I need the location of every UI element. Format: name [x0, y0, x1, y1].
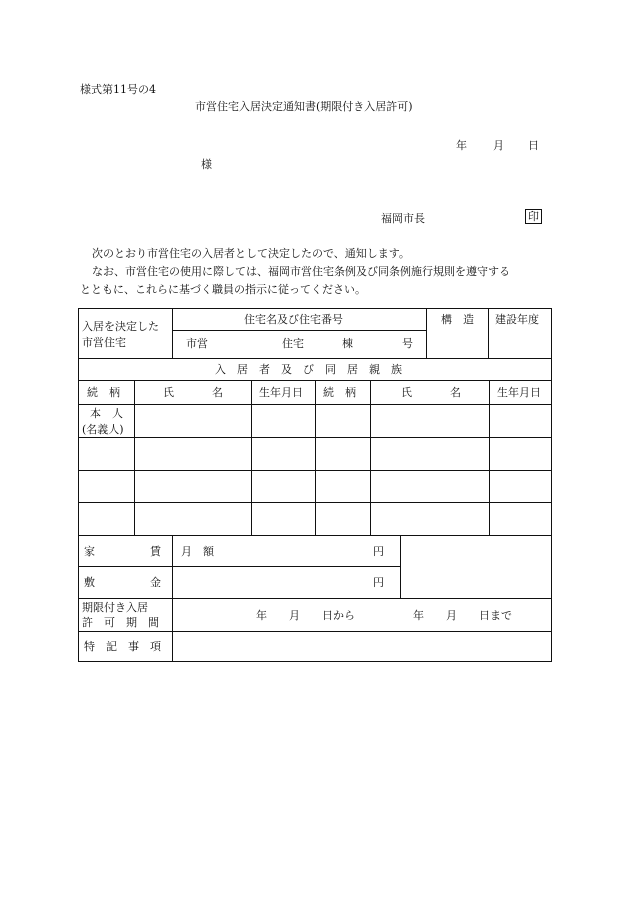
col-birth-2: 生年月日 [497, 386, 541, 399]
deposit-yen-unit: 円 [373, 576, 384, 589]
residence-label-line2: 市営住宅 [82, 336, 126, 349]
residence-label-line1: 入居を決定した [82, 320, 159, 333]
rent-monthly-label: 月 額 [181, 545, 214, 558]
year-built-header: 建設年度 [495, 313, 539, 326]
period-label-line2: 許 可 期 間 [82, 616, 159, 629]
addressee-suffix: 様 [201, 158, 212, 171]
body-line-1: 次のとおり市営住宅の入居者として決定したので、通知します。 [92, 247, 410, 260]
period-to: 年 月 日まで [413, 609, 512, 622]
col-name-shi-2: 氏 [401, 386, 412, 399]
col-name-shi-1: 氏 [163, 386, 174, 399]
form-number: 様式第11号の4 [80, 83, 156, 96]
period-label-line1: 期限付き入居 [82, 601, 148, 614]
document-title: 市営住宅入居決定通知書(期限付き入居許可) [195, 100, 413, 113]
body-line-3: とともに、これらに基づく職員の指示に従ってください。 [80, 283, 366, 296]
col-name-mei-2: 名 [450, 386, 461, 399]
rent-yen-unit: 円 [373, 545, 384, 558]
date-day: 日 [528, 139, 539, 152]
house-cell-tou: 棟 [342, 337, 353, 350]
col-relation-2: 続 柄 [323, 386, 356, 399]
structure-header: 構 造 [441, 313, 474, 326]
house-cell-jutaku: 住宅 [282, 337, 304, 350]
remarks-label: 特 記 事 項 [84, 640, 161, 653]
col-name-mei-1: 名 [212, 386, 223, 399]
seal-mark: 印 [525, 209, 542, 224]
self-label-line2: (名義人) [82, 423, 124, 436]
house-name-number-header: 住宅名及び住宅番号 [244, 313, 343, 326]
period-from: 年 月 日から [256, 609, 355, 622]
house-cell-gou: 号 [402, 337, 413, 350]
body-line-2: なお、市営住宅の使用に際しては、福岡市営住宅条例及び同条例施行規則を遵守する [92, 265, 510, 278]
date-year: 年 [456, 139, 467, 152]
family-section-header: 入 居 者 及 び 同 居 親 族 [215, 363, 402, 376]
col-birth-1: 生年月日 [259, 386, 303, 399]
date-month: 月 [493, 139, 504, 152]
deposit-label: 敷 金 [84, 576, 161, 589]
col-relation-1: 続 柄 [87, 386, 120, 399]
house-cell-shiei: 市営 [186, 337, 208, 350]
self-label-line1: 本 人 [90, 407, 123, 420]
rent-label: 家 賃 [84, 545, 161, 558]
issuer-name: 福岡市長 [381, 212, 425, 225]
